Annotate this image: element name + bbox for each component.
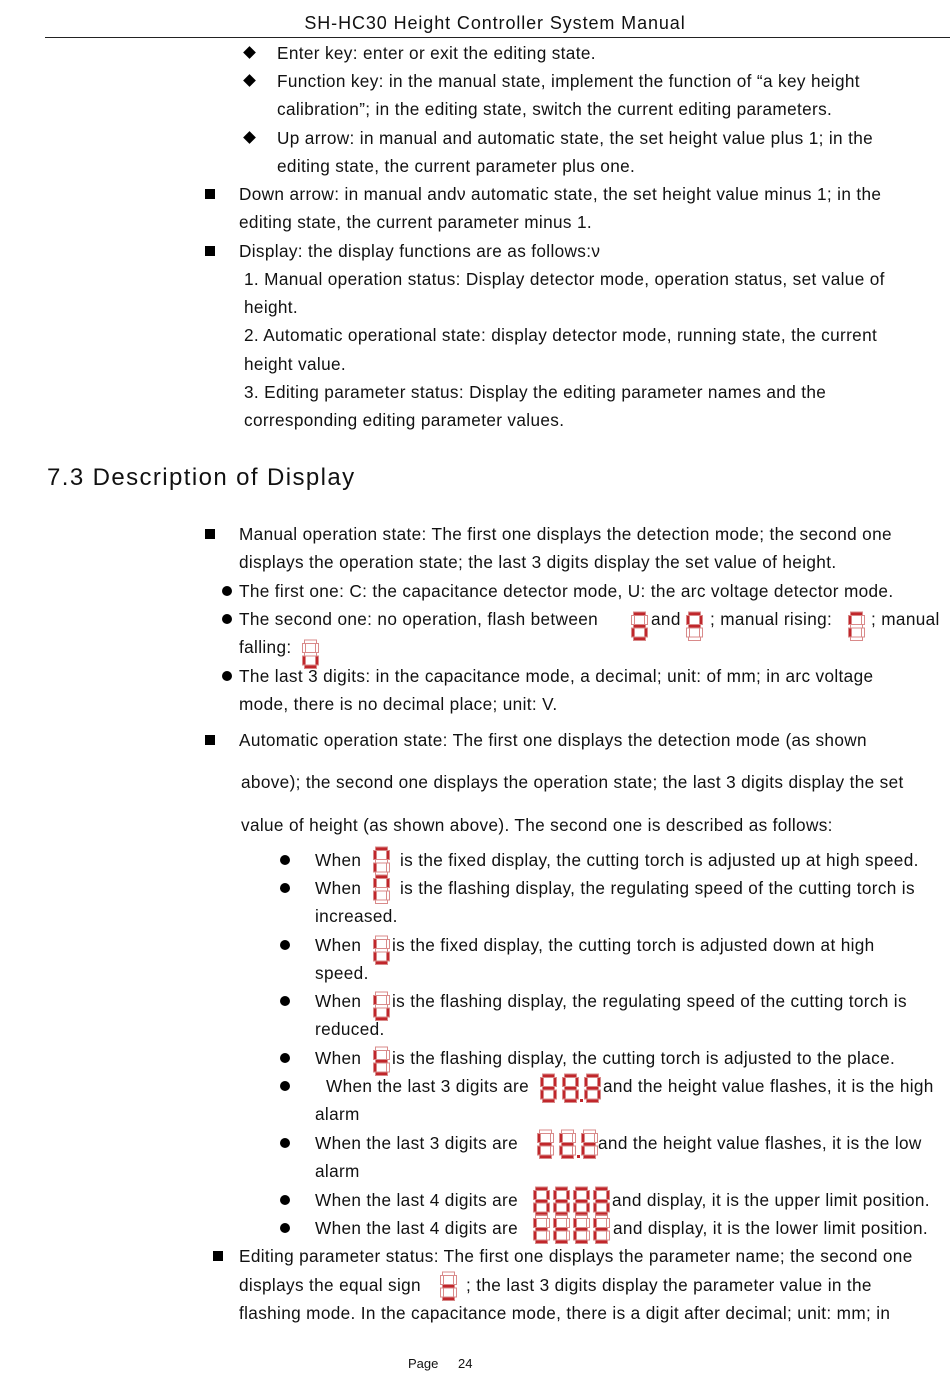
when-label: When: [315, 935, 362, 955]
seven-segment-digit-icon: [373, 935, 390, 965]
square-bullet-icon: [205, 246, 215, 256]
section-heading: 7.3 Description of Display: [47, 464, 356, 491]
page-label: Page: [408, 1356, 439, 1371]
round-bullet-icon: [280, 855, 290, 865]
editing-state-text-cont2: ; the last 3 digits display the parameter value in the: [466, 1275, 872, 1295]
header-rule: [45, 37, 950, 38]
auto-item-2-cont: increased.: [315, 906, 398, 926]
seven-segment-digit-icon: [373, 991, 390, 1021]
round-bullet-icon: [280, 940, 290, 950]
seven-segment-digit-icon: [302, 639, 319, 669]
display-item-2: 2. Automatic operational state: display detector mode, running state, the current: [244, 325, 878, 345]
when-label: When: [315, 850, 362, 870]
seven-segment-display-icon: [533, 1186, 613, 1216]
diamond-bullet-icon: [243, 74, 256, 87]
manual-state-text: Manual operation state: The first one displays the detection mode; the second one: [239, 524, 892, 544]
display-item-1: 1. Manual operation status: Display detector mode, operation status, set value of: [244, 269, 885, 289]
seven-segment-digit-icon: [440, 1271, 457, 1301]
display-item-3: 3. Editing parameter status: Display the editing parameter names and the: [244, 382, 827, 402]
diamond-bullet-icon: [243, 131, 256, 144]
auto-state-text-cont2: value of height (as shown above). The second one is described as follows:: [241, 815, 833, 835]
round-bullet-icon: [222, 671, 232, 681]
seven-segment-digit-icon: [373, 1046, 390, 1076]
seven-segment-display-icon: [540, 1073, 601, 1103]
auto-item-8: and display, it is the upper limit position.: [612, 1190, 930, 1210]
square-bullet-icon: [205, 735, 215, 745]
diamond-bullet-icon: [243, 46, 256, 59]
when-label: When: [315, 878, 362, 898]
manual-state-text-cont: displays the operation state; the last 3 digits display the set value of height.: [239, 552, 837, 572]
round-bullet-icon: [222, 586, 232, 596]
round-bullet-icon: [222, 614, 232, 624]
square-bullet-icon: [205, 189, 215, 199]
auto-item-9-pre: When the last 4 digits are: [315, 1218, 519, 1238]
page-header-title: SH-HC30 Height Controller System Manual: [304, 13, 686, 33]
auto-item-2: is the flashing display, the regulating speed of the cutting torch is: [400, 878, 915, 898]
round-bullet-icon: [280, 1223, 290, 1233]
last3-text: The last 3 digits: in the capacitance mode, a decimal; unit: of mm; in arc voltage: [239, 666, 874, 686]
auto-item-6: and the height value flashes, it is the high: [603, 1076, 934, 1096]
auto-item-8-pre: When the last 4 digits are: [315, 1190, 519, 1210]
square-bullet-icon: [205, 529, 215, 539]
round-bullet-icon: [280, 1081, 290, 1091]
first-one-text: The first one: C: the capacitance detector mode, U: the arc voltage detector mode.: [239, 581, 894, 601]
manual-rising-text: ; manual rising:: [710, 609, 833, 629]
auto-state-text-cont: above); the second one displays the operation state; the last 3 digits display the set: [241, 772, 904, 792]
seven-segment-digit-icon: [373, 874, 390, 904]
auto-item-4-cont: reduced.: [315, 1019, 385, 1039]
display-item-1-cont: height.: [244, 297, 299, 317]
seven-segment-display-icon: [537, 1129, 598, 1159]
round-bullet-icon: [280, 1195, 290, 1205]
display-heading: Display: the display functions are as follows:ν: [239, 241, 601, 261]
editing-state-text: Editing parameter status: The first one displays the parameter name; the second one: [239, 1246, 913, 1266]
auto-item-4: is the flashing display, the regulating speed of the cutting torch is: [392, 991, 907, 1011]
up-arrow-text-cont: editing state, the current parameter plus one.: [277, 156, 636, 176]
auto-item-3-cont: speed.: [315, 963, 369, 983]
round-bullet-icon: [280, 883, 290, 893]
round-bullet-icon: [280, 1138, 290, 1148]
up-arrow-text: Up arrow: in manual and automatic state, the set height value plus 1; in the: [277, 128, 874, 148]
auto-item-5: is the flashing display, the cutting torch is adjusted to the place.: [392, 1048, 896, 1068]
round-bullet-icon: [280, 996, 290, 1006]
page-number: 24: [458, 1356, 473, 1371]
seven-segment-digit-icon: [848, 611, 865, 641]
auto-item-9: and display, it is the lower limit position.: [613, 1218, 929, 1238]
auto-item-6-cont: alarm: [315, 1104, 360, 1124]
enter-key-text: Enter key: enter or exit the editing state.: [277, 43, 596, 63]
editing-state-text-cont3: flashing mode. In the capacitance mode, there is a digit after decimal; unit: mm; in: [239, 1303, 891, 1323]
function-key-text: Function key: in the manual state, implement the function of “a key height: [277, 71, 860, 91]
round-bullet-icon: [280, 1053, 290, 1063]
when-label: When: [315, 991, 362, 1011]
seven-segment-digit-icon: [686, 611, 703, 641]
seven-segment-digit-icon: [631, 611, 648, 641]
manual-falling-text: falling:: [239, 637, 292, 657]
manual-label-text: ; manual: [871, 609, 940, 629]
auto-item-7-pre: When the last 3 digits are: [315, 1133, 519, 1153]
down-arrow-text: Down arrow: in manual andν automatic state, the set height value minus 1; in the: [239, 184, 882, 204]
function-key-text-cont: calibration”; in the editing state, switch the current editing parameters.: [277, 99, 833, 119]
seven-segment-digit-icon: [373, 846, 390, 876]
display-item-2-cont: height value.: [244, 354, 347, 374]
auto-item-7: and the height value flashes, it is the low: [598, 1133, 922, 1153]
square-bullet-icon: [213, 1251, 223, 1261]
when-label: When: [315, 1048, 362, 1068]
auto-state-text: Automatic operation state: The first one displays the detection mode (as shown: [239, 730, 867, 750]
second-one-text: The second one: no operation, flash between: [239, 609, 599, 629]
editing-state-text-cont: displays the equal sign: [239, 1275, 421, 1295]
seven-segment-display-icon: [533, 1214, 613, 1244]
auto-item-3: is the fixed display, the cutting torch is adjusted down at high: [392, 935, 875, 955]
down-arrow-text-cont: editing state, the current parameter minus 1.: [239, 212, 592, 232]
display-item-3-cont: corresponding editing parameter values.: [244, 410, 565, 430]
auto-item-7-cont: alarm: [315, 1161, 360, 1181]
second-one-and: and: [651, 609, 681, 629]
last3-text-cont: mode, there is no decimal place; unit: V.: [239, 694, 558, 714]
auto-item-1: is the fixed display, the cutting torch is adjusted up at high speed.: [400, 850, 919, 870]
auto-item-6-pre: When the last 3 digits are: [326, 1076, 530, 1096]
